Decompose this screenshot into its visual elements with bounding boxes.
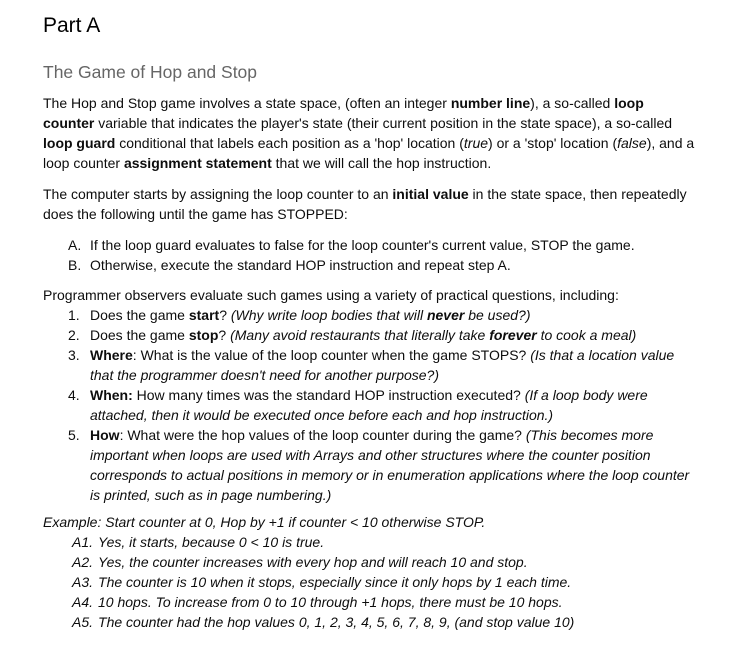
answer-marker: A1. [72,534,94,550]
example-answer-1 [43,532,698,552]
list-marker: 4. [68,387,80,403]
answer-text: The counter had the hop values 0, 1, 2, 3, 4, 5, 6, 7, 8, 9, (and stop value 10) [98,614,575,630]
question-item-3 [43,345,698,385]
section-heading: The Game of Hop and Stop [43,62,258,82]
question-text: When: How many times was the standard HOP instruction executed? (If a loop body were attached, then it would be executed once before each and hop instruction.) [90,387,648,423]
list-marker: 2. [68,327,80,343]
step-item-a [43,235,698,255]
step-list [43,235,698,275]
question-item-5 [43,425,698,505]
step-item-b [43,255,698,275]
answer-marker: A5. [72,614,94,630]
example-answer-4 [43,592,698,612]
question-item-2 [43,325,698,345]
answer-marker: A4. [72,594,94,610]
list-marker: 5. [68,427,80,443]
observers-paragraph: Programmer observers evaluate such games using a variety of practical questions, including: [43,287,619,303]
question-text: How: What were the hop values of the loop counter during the game? (This becomes more important when loops are used with Arrays and other structures where the counter position corresponds to actual positions in memory or in enumeration applications where the loop counter is printed, such as in page numbering.) [90,427,690,503]
example-intro: Example: Start counter at 0, Hop by +1 if counter < 10 otherwise STOP. [43,514,486,530]
answer-text: Yes, the counter increases with every hop and will reach 10 and stop. [98,554,528,570]
answer-text: The counter is 10 when it stops, especially since it only hops by 1 each time. [98,574,572,590]
step-text: Otherwise, execute the standard HOP instruction and repeat step A. [90,257,511,273]
question-text: Does the game stop? (Many avoid restaurants that literally take forever to cook a meal) [90,327,637,343]
example-answer-2 [43,552,698,572]
list-marker: A. [68,237,82,253]
list-marker: B. [68,257,82,273]
list-marker: 1. [68,307,80,323]
question-item-1 [43,305,698,325]
example-answer-3 [43,572,698,592]
intro-paragraph: The Hop and Stop game involves a state space, (often an integer number line), a so-called loop counter variable that indicates the player's state (their current position in the state space), a so-called loop guard conditional that labels each position as a 'hop' location (true) or a 'stop' location (false), and a loop counter assignment statement that we will call the hop instruction. [43,95,695,171]
example-answer-5 [43,612,698,632]
answer-marker: A3. [72,574,94,590]
question-list [43,305,698,505]
part-heading: Part A [43,14,101,37]
computer-start-paragraph: The computer starts by assigning the loop counter to an initial value in the state space, then repeatedly does the following until the game has STOPPED: [43,186,687,222]
answer-text: Yes, it starts, because 0 < 10 is true. [98,534,325,550]
answer-text: 10 hops. To increase from 0 to 10 through +1 hops, there must be 10 hops. [98,594,563,610]
question-item-4 [43,385,698,425]
question-text: Where: What is the value of the loop counter when the game STOPS? (Is that a location value that the programmer doesn't need for another purpose?) [90,347,675,383]
step-text: If the loop guard evaluates to false for the loop counter's current value, STOP the game. [90,237,635,253]
example-block [43,512,698,632]
question-text: Does the game start? (Why write loop bodies that will never be used?) [90,307,531,323]
answer-marker: A2. [72,554,94,570]
list-marker: 3. [68,347,80,363]
